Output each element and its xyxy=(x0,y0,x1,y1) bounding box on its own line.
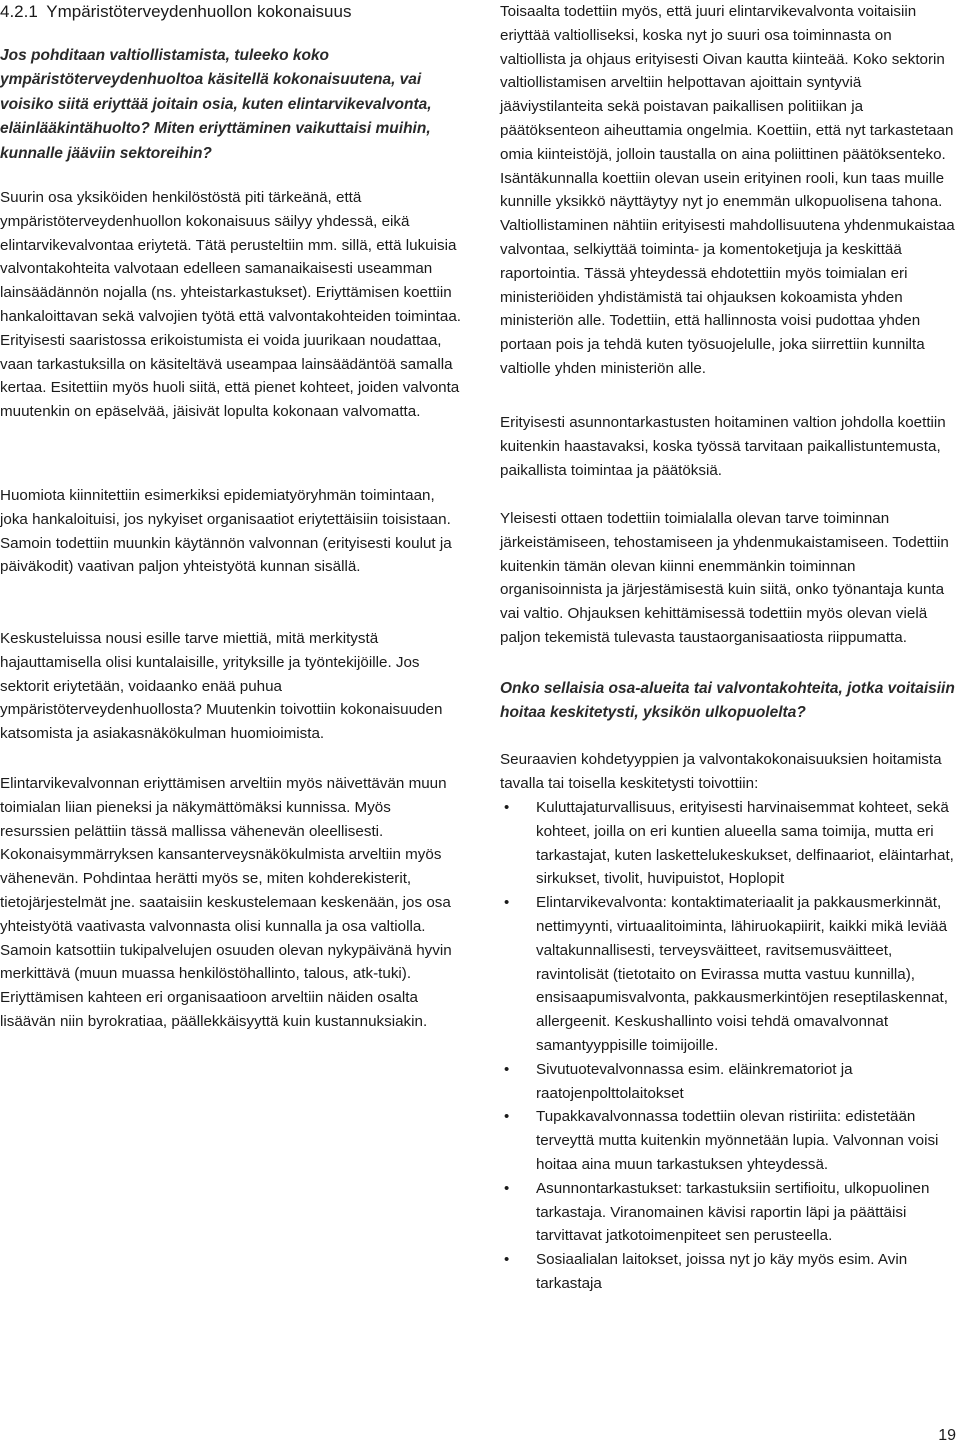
list-item-text: Tupakkavalvonnassa todettiin olevan ristiriita: edistetään terveyttä mutta kuitenkin myönnetään lupia. Valvonnan voisi hoitaa aina muun tarkastuksen yhteydessä. xyxy=(536,1108,939,1173)
question-heading: Onko sellaisia osa-alueita tai valvontakohteita, jotka voitaisiin hoitaa keskitetysti, yksikön ulkopuolelta? xyxy=(500,680,955,722)
paragraph-right-3: Yleisesti ottaen todettiin toimialalla olevan tarve toiminnan järkeistämiseen, tehostamiseen ja yhdenmukaistamiseen. Todettiin kuitenkin tämän olevan kiinni enemmänkin toiminnan organisoinnista ja järjestämisestä kuin siitä, onko työnantaja kunta vai valtio. Ohjauksen kehittämisessä todettiin myös olevan vielä paljon tekemistä tulevasta taustaorganisaatiosta riippumatta. xyxy=(500,510,949,646)
section-title: Ympäristöterveydenhuollon kokonaisuus xyxy=(46,2,352,21)
bullet-marker: • xyxy=(504,1251,510,1269)
paragraph-right-1: Toisaalta todettiin myös, että juuri elintarvikevalvonta voitaisiin eriyttää valtiolliseksi, koska nyt jo suuri osa toiminnasta on valtiollista ja ohjaus erityisesti Oivan kautta kiinteää. Koko sektorin valtiollistamisen arveltiin helpottavan ajoittain syntyviä jääviystilanteita sekä poistavan paikallisen politiikan ja päätöksenteon aiheuttamia ongelmia. Koettiin, että nyt tarkastetaan omia kiinteistöjä, jolloin taustalla on aina poliittinen päätöksenteko. Isäntäkunnalla koettiin olevan usein erityinen rooli, kun taas muille kunnille yksikkö näyttäytyy nyt jo enemmän ulkopuolisena tahona. Valtiollistaminen nähtiin erityisesti mahdollisuutena yhdenmukaistaa valvontaa, selkiyttää toiminta- ja komentoketjuja ja keskittää raportointia. Tässä yhteydessä ehdotettiin myös toimialan eri ministeriöiden yhdistämistä tai ohjauksen kokoamista yhden ministeriön alle. Todettiin, että hallinnosta voisi pudottaa yhden portaan pois ja tehdä kuten työsuojelulle, joka siirrettiin kunnilta valtiolle yhden ministeriön alle. xyxy=(500,3,955,377)
section-heading xyxy=(0,0,470,24)
paragraph-left-2: Huomiota kiinnitettiin esimerkiksi epidemiatyöryhmän toimintaan, joka hankaloituisi, jos nykyiset organisaatiot eriytettäisiin toisistaan. Samoin todettiin muunkin käytännön valvonnan (erityisesti koulut ja päiväkodit) vaativan paljon yhteistyötä kunnan sisällä. xyxy=(0,487,452,576)
list-item xyxy=(500,1105,960,1176)
list-item-text: Sosiaalialan laitokset, joissa nyt jo käy myös esim. Avin tarkastaja xyxy=(536,1251,908,1292)
list-item xyxy=(500,891,960,1058)
bullet-marker: • xyxy=(504,1179,510,1197)
paragraph-right-2: Erityisesti asunnontarkastusten hoitaminen valtion johdolla koettiin kuitenkin haastavaksi, koska työssä tarvitaan paikallistuntemusta, paikallista toimintaa ja päätöksiä. xyxy=(500,414,946,479)
bullet-list xyxy=(500,796,960,1296)
bullet-marker: • xyxy=(504,894,510,912)
paragraph-left-1: Suurin osa yksiköiden henkilöstöstä piti tärkeänä, että ympäristöterveydenhuollon kokonaisuus säilyy yhdessä, eikä elintarvikevalvontaa eriytetä. Tätä perusteltiin mm. sillä, että lukuisia valvontakohteita valvotaan edelleen samanaikaisesti useamman lainsäädännön nojalla (ns. yhteistarkastukset). Eriyttämisen koettiin hankaloittavan sekä valvojien työtä että valvontakohteiden toimintaa. Erityisesti saaristossa erikoistumista ei voida juurikaan noudattaa, vaan tarkastuksilla on käsiteltävä useampaa lainsäädäntöä samalla kertaa. Esitettiin myös huoli siitä, että pienet kohteet, joiden valvonta muutenkin on epäselvää, jäisivät lopulta kokonaan valvomatta. xyxy=(0,189,461,421)
list-item-text: Sivutuotevalvonnassa esim. eläinkrematoriot ja raatojenpolttolaitokset xyxy=(536,1060,853,1102)
list-item-text: Elintarvikevalvonta: kontaktimateriaalit ja pakkausmerkinnät, nettimyynti, virtuaalitoiminta, lähiruokapiirit, kaikki mikä leviää valtakunnallisesti, terveysväitteet, ravitsemusväitteet, ravintolisät (tietotaito on Evirassa mutta vastuu kunnilla), ensisaapumisvalvonta, pakkausmerkintöjen reseptilaskennat, allergeenit. Keskushallinto voisi tehdä omavalvonnat samantyyppisille toimijoille. xyxy=(536,894,948,1054)
section-number: 4.2.1 xyxy=(0,2,38,21)
paragraph-left-4: Elintarvikevalvonnan eriyttämisen arveltiin myös näivettävän muun toimialan liian pieneksi ja näkymättömäksi kunnissa. Myös resurssien pelättiin tässä mallissa vähenevän oleellisesti. Kokonaisymmärryksen kansanterveysnäkökulmista arveltiin myös vähenevän. Pohdintaa herätti myös se, miten kohderekisterit, tietojärjestelmät jne. saataisiin keskustelemaan keskenään, jos osa yhteistyötä vaativasta valvonnasta olisi kunnalla ja osa valtiolla. Samoin katsottiin tukipalvelujen osuuden olevan nykypäivänä hyvin merkittävä (muun muassa henkilöstöhallinto, talous, atk-tuki). Eriyttämisen kahteen eri organisaatioon arveltiin näiden osalta lisäävän niin byrokratiaa, päällekkäisyyttä kuin kustannuksiakin. xyxy=(0,775,452,1030)
list-item-text: Asunnontarkastukset: tarkastuksiin sertifioitu, ulkopuolinen tarkastaja. Viranomainen kävisi raportin läpi ja päättäisi tarvittavat jatkotoimenpiteet sen perusteella. xyxy=(536,1179,930,1245)
paragraph-left-3: Keskusteluissa nousi esille tarve miettiä, mitä merkitystä hajauttamisella olisi kuntalaisille, yrityksille ja työntekijöille. Jos sektorit eriytetään, voidaanko enää puhua ympäristöterveydenhuollosta? Muutenkin toivottiin kokonaisuuden katsomista ja asiakasnäkökulman huomioimista. xyxy=(0,630,443,743)
bullet-marker: • xyxy=(504,1060,510,1078)
paragraph-right-4: Seuraavien kohdetyyppien ja valvontakokonaisuuksien hoitamista tavalla tai toisella keskitetysti toivottiin: xyxy=(500,751,942,792)
list-item xyxy=(500,1058,960,1106)
list-item xyxy=(500,796,960,891)
bullet-marker: • xyxy=(504,799,510,816)
page-number: 19 xyxy=(938,1427,956,1444)
list-item-text: Kuluttajaturvallisuus, erityisesti harvinaisemmat kohteet, sekä kohteet, joilla on eri kuntien alueella sama toimija, mutta eri tarkastajat, kuten laskettelukeskukset, delfinaariot, eläintarhat, sirkukset, tivolit, huvipuistot, Hoplopit xyxy=(536,799,954,888)
list-item xyxy=(500,1248,960,1296)
bullet-marker: • xyxy=(504,1108,510,1126)
list-item xyxy=(500,1177,960,1248)
lead-question: Jos pohditaan valtiollistamista, tuleeko koko ympäristöterveydenhuoltoa käsitellä kokonaisuutena, vai voisiko siitä eriyttää joitain osia, kuten elintarvikevalvonta, eläinlääkintähuolto? Miten eriyttäminen vaikuttaisi muihin, kunnalle jääviin sektoreihin? xyxy=(0,47,432,162)
